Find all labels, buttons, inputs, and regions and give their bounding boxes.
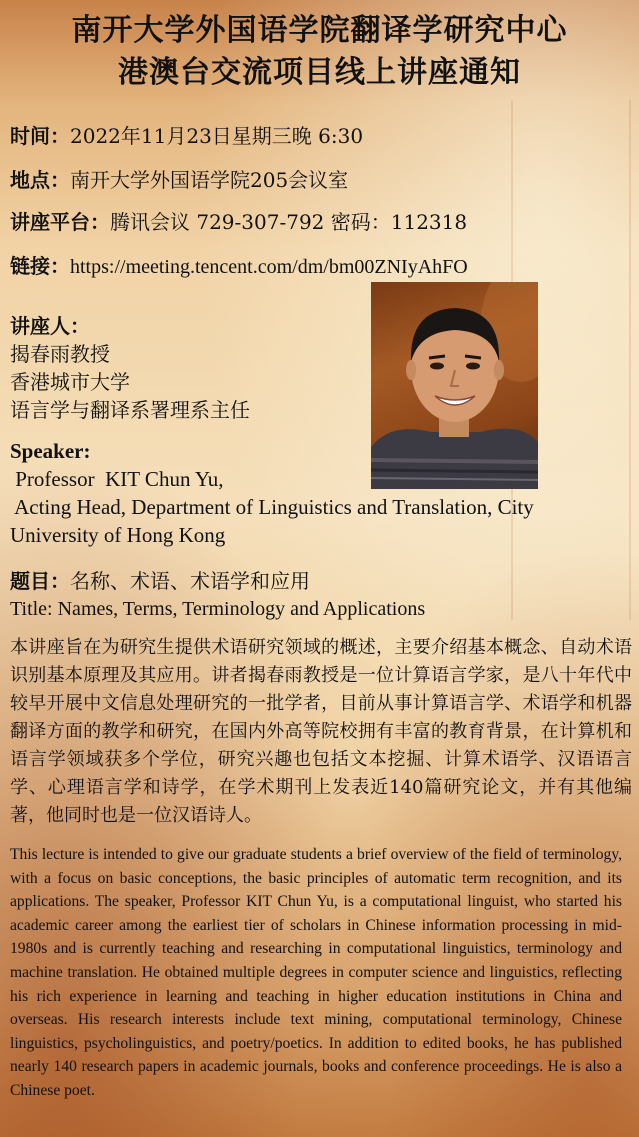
abstract-cn: 本讲座旨在为研究生提供术语研究领域的概述，主要介绍基本概念、自动术语识别基本原理及其应用。讲者揭春雨教授是一位计算语言学家，是八十年代中较早开展中文信息处理研究的一批学者，目前从事计算语言学、术语学和机器翻译方面的教学和研究，在国内外高等院校拥有丰富的教育背景，在计算机和语言学领域获多个学位，研究兴趣也包括文本挖掘、计算术语学、汉语语言学、心理语言学和诗学，在学术期刊上发表近140篇研究论文，并有其他编著，他同时也是一位汉语诗人。: [10, 637, 632, 826]
speaker-en-block: [10, 437, 630, 549]
speaker-en-org: University of Hong Kong: [10, 523, 226, 547]
topic-label: 题目：: [10, 569, 70, 593]
speaker-en-position: Acting Head, Department of Linguistics and Translation, City: [10, 495, 534, 519]
speaker-cn-name: 揭春雨教授: [10, 342, 110, 366]
place-row: [10, 166, 348, 194]
meeting-link[interactable]: https://meeting.tencent.com/dm/bm00ZNIyAhFO: [70, 256, 468, 278]
time-value: 2022年11月23日星期三晚 6:30: [70, 124, 364, 148]
platform-value: 腾讯会议 729-307-792 密码：112318: [110, 210, 468, 234]
abstract-en: This lecture is intended to give our graduate students a brief overview of the field of terminology, with a focus on basic conceptions, the basic principles of automatic term recognition, and its applications. The speaker, Professor KIT Chun Yu, is a computational linguist, who started his academic career among the earliest tier of scholars in Chinese information processing in mid-1980s and is currently teaching and researching in computational linguistics, terminology and machine translation. He obtained multiple degrees in computer science and linguistics, reflecting his rich experience in learning and teaching in higher education institutions in China and overseas. His research interests include text mining, computational terminology, Chinese linguistics, psycholinguistics, and poetry/poetics. In addition to edited books, he has published nearly 140 research papers in academic journals, books and conference proceedings. He is also a Chinese poet.: [10, 846, 622, 1099]
topic-cn: 名称、术语、术语学和应用: [70, 569, 310, 593]
place-value: 南开大学外国语学院205会议室: [70, 168, 349, 192]
place-label: 地点：: [10, 168, 70, 192]
time-row: [10, 122, 363, 150]
speaker-en-name: Professor KIT Chun Yu,: [10, 467, 224, 491]
link-label: 链接：: [10, 254, 70, 278]
topic-en: Title: Names, Terms, Terminology and Applications: [10, 598, 426, 620]
speaker-cn-org: 香港城市大学: [10, 370, 130, 394]
page-title: [0, 10, 639, 94]
platform-row: [10, 208, 467, 236]
link-row: [10, 252, 468, 281]
speaker-cn-label: 讲座人：: [10, 314, 90, 338]
speaker-cn-position: 语言学与翻译系署理系主任: [10, 398, 250, 422]
topic-block: [10, 567, 630, 623]
platform-label: 讲座平台：: [10, 210, 110, 234]
time-label: 时间：: [10, 124, 70, 148]
speaker-cn-block: [10, 312, 250, 424]
title-line-1: 南开大学外国语学院翻译学研究中心: [71, 13, 568, 48]
title-line-2: 港澳台交流项目线上讲座通知: [118, 55, 521, 90]
speaker-en-label: Speaker:: [10, 439, 91, 463]
